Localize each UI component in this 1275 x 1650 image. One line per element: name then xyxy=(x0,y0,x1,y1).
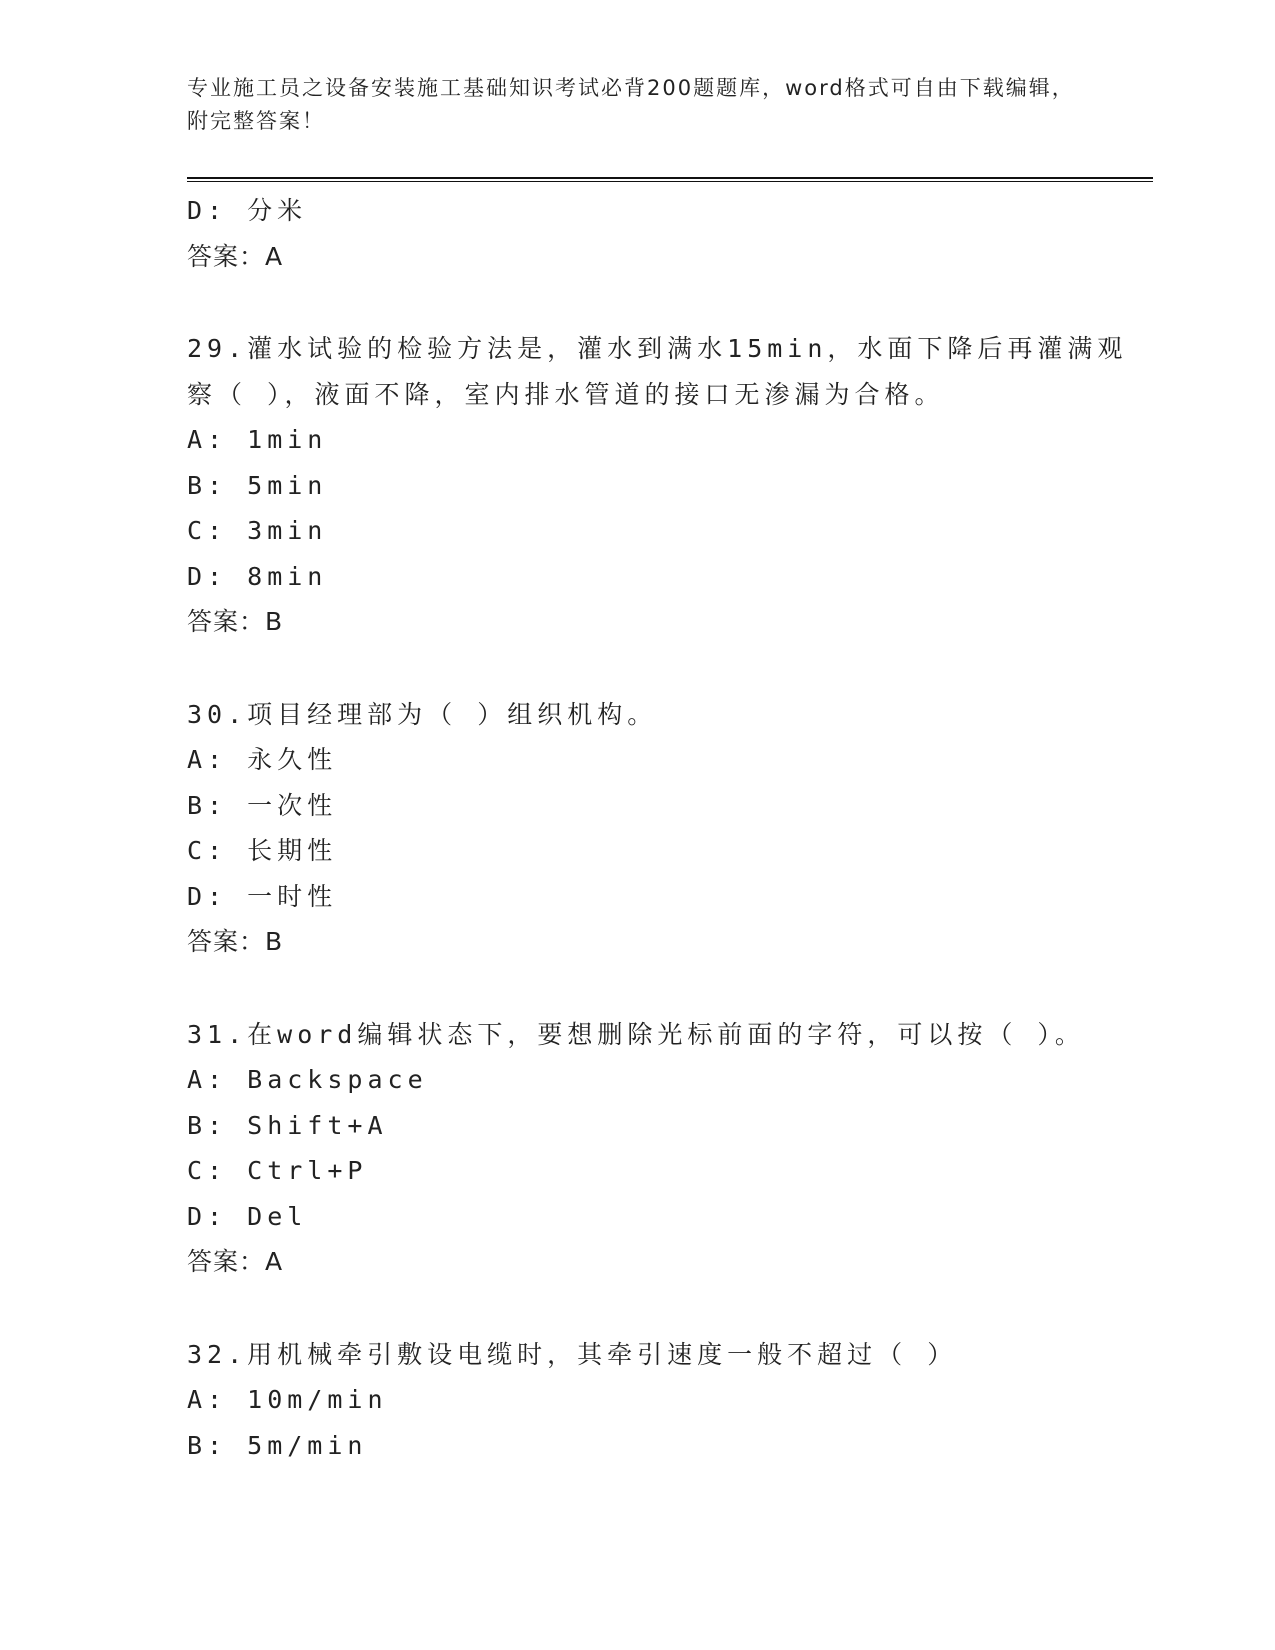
spacer xyxy=(187,645,1087,692)
spacer xyxy=(187,279,1087,326)
document-body xyxy=(187,188,1128,1468)
document-header xyxy=(187,72,1087,138)
answer-line: 答案：B xyxy=(187,927,284,956)
header-divider xyxy=(187,177,1153,182)
question-30 xyxy=(187,692,1087,965)
option-a: A: 1min xyxy=(187,425,328,454)
question-stem: 31.在word编辑状态下，要想删除光标前面的字符，可以按（ ）。 xyxy=(187,1019,1085,1049)
option-b: B: Shift+A xyxy=(187,1110,388,1140)
option-a: A: 永久性 xyxy=(187,745,338,774)
option-d: D: 分米 xyxy=(187,196,308,225)
question-stem: 察（ ），液面不降，室内排水管道的接口无渗漏为合格。 xyxy=(187,379,945,409)
spacer xyxy=(187,965,1087,1012)
option-b: B: 5min xyxy=(187,470,328,500)
spacer xyxy=(187,1285,1087,1332)
option-b: B: 一次性 xyxy=(187,790,338,820)
option-d: D: Del xyxy=(187,1201,308,1231)
question-32 xyxy=(187,1332,1087,1469)
option-d: D: 8min xyxy=(187,561,328,591)
option-b: B: 5m/min xyxy=(187,1430,368,1460)
option-c: C: 3min xyxy=(187,516,328,545)
question-31 xyxy=(187,1012,1087,1285)
option-c: C: 长期性 xyxy=(187,836,338,865)
header-title: 专业施工员之设备安装施工基础知识考试必背200题题库，word格式可自由下载编辑，附完整答案！ xyxy=(187,76,1075,133)
option-a: A: 10m/min xyxy=(187,1385,388,1414)
question-stem: 30.项目经理部为（ ）组织机构。 xyxy=(187,699,658,729)
question-29 xyxy=(187,326,1128,645)
question-stem: 32.用机械牵引敷设电缆时，其牵引速度一般不超过（ ） xyxy=(187,1339,958,1369)
question-stem: 29.灌水试验的检验方法是，灌水到满水15min，水面下降后再灌满观 xyxy=(187,334,1128,363)
answer-line: 答案：B xyxy=(187,607,284,636)
answer-line: 答案：A xyxy=(187,1247,284,1276)
option-c: C: Ctrl+P xyxy=(187,1156,368,1185)
option-a: A: Backspace xyxy=(187,1065,428,1094)
option-d: D: 一时性 xyxy=(187,881,338,911)
answer-line: 答案：A xyxy=(187,241,284,271)
